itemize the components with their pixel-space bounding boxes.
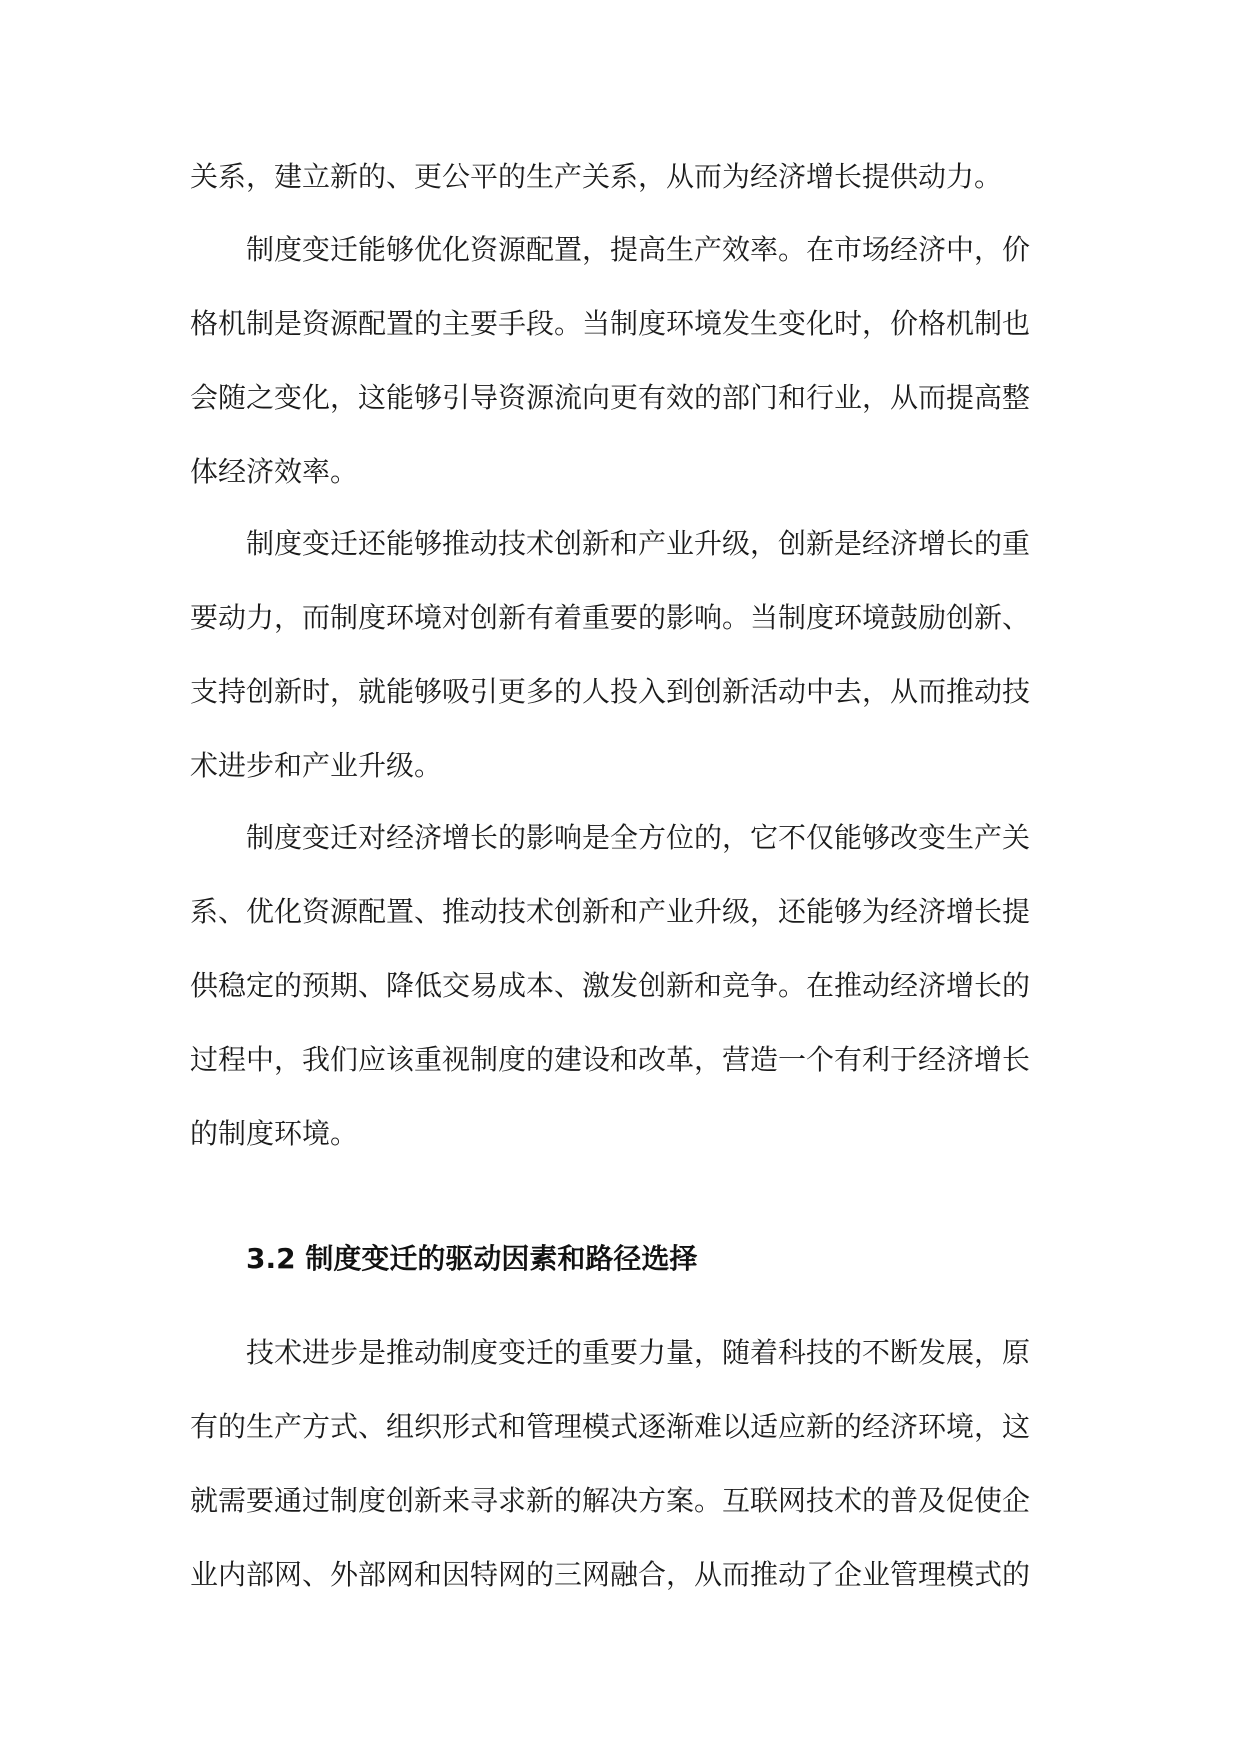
section-heading: 3.2 制度变迁的驱动因素和路径选择 [246, 1242, 698, 1275]
text-line: 制度变迁还能够推动技术创新和产业升级，创新是经济增长的重 [246, 527, 1031, 560]
paragraph-continuation [190, 140, 1070, 214]
paragraph-comprehensive-impact [190, 801, 1070, 1171]
text-line: 要动力，而制度环境对创新有着重要的影响。当制度环境鼓励创新、 [190, 601, 1031, 634]
text-line: 格机制是资源配置的主要手段。当制度环境发生变化时，价格机制也 [190, 307, 1031, 340]
text-line: 的制度环境。 [190, 1117, 359, 1150]
text-line: 术进步和产业升级。 [190, 749, 443, 782]
text-line: 供稳定的预期、降低交易成本、激发创新和竞争。在推动经济增长的 [190, 969, 1031, 1002]
text-line: 业内部网、外部网和因特网的三网融合，从而推动了企业管理模式的 [190, 1558, 1031, 1591]
paragraph-resource-allocation [190, 213, 1070, 509]
paragraph-technology-innovation [190, 507, 1070, 803]
paragraph-technology-progress [190, 1316, 1070, 1612]
text-line: 系、优化资源配置、推动技术创新和产业升级，还能够为经济增长提 [190, 895, 1031, 928]
text-line: 关系，建立新的、更公平的生产关系，从而为经济增长提供动力。 [190, 160, 1003, 193]
text-line: 有的生产方式、组织形式和管理模式逐渐难以适应新的经济环境，这 [190, 1410, 1031, 1443]
text-line: 技术进步是推动制度变迁的重要力量，随着科技的不断发展，原 [246, 1336, 1031, 1369]
text-line: 制度变迁对经济增长的影响是全方位的，它不仅能够改变生产关 [246, 821, 1031, 854]
text-line: 就需要通过制度创新来寻求新的解决方案。互联网技术的普及促使企 [190, 1484, 1031, 1517]
text-line: 会随之变化，这能够引导资源流向更有效的部门和行业，从而提高整 [190, 381, 1031, 414]
text-line: 体经济效率。 [190, 455, 359, 488]
text-line: 过程中，我们应该重视制度的建设和改革，营造一个有利于经济增长 [190, 1043, 1031, 1076]
text-line: 支持创新时，就能够吸引更多的人投入到创新活动中去，从而推动技 [190, 675, 1031, 708]
text-line: 制度变迁能够优化资源配置，提高生产效率。在市场经济中，价 [246, 233, 1031, 266]
